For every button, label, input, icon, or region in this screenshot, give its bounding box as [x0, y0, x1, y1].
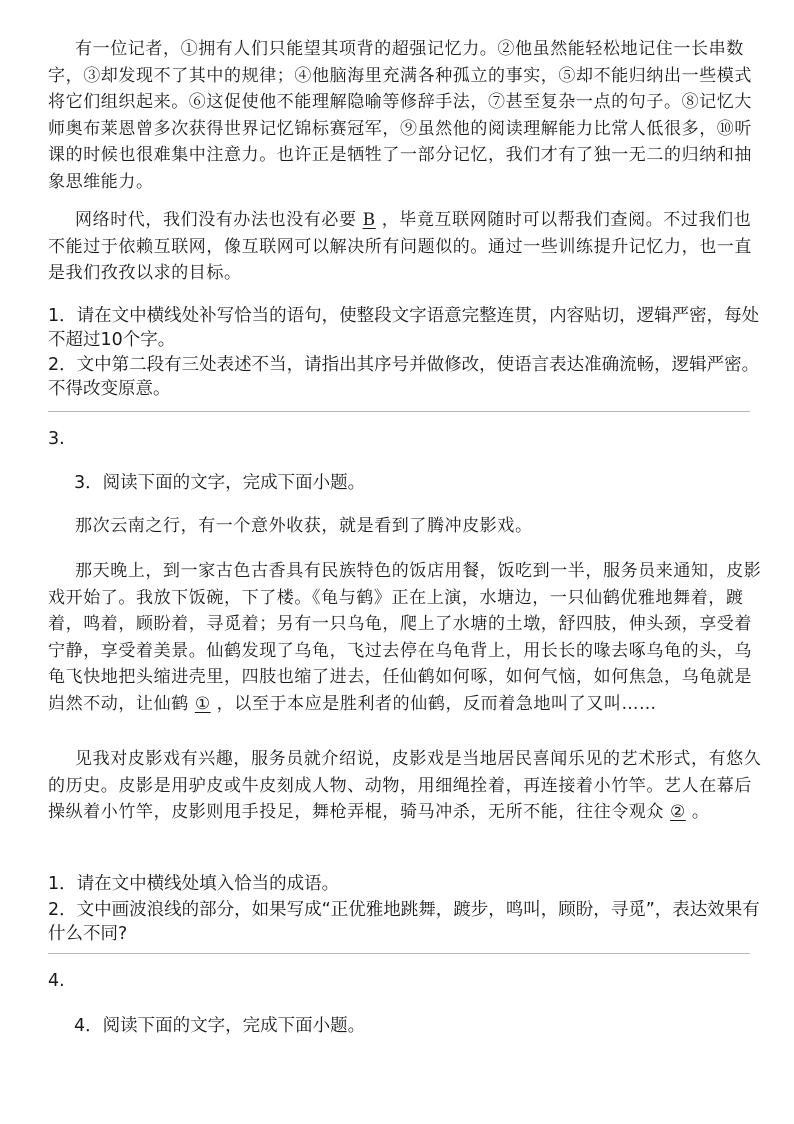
passage-text: ，毕竟互联网随时可以帮我们查阅。不过我们也不能过于依赖互联网，像互联网可以解决所有问题似的。通过一些训练提升记忆力，也一直是我们孜孜以求的目标。 [48, 210, 752, 283]
question-number: 4. [48, 971, 65, 991]
question-number: 3. [48, 429, 65, 449]
blank-answer: B [362, 210, 376, 230]
passage-paragraph [48, 558, 764, 717]
passage-text: ，以至于本应是胜利者的仙鹤，反而着急地叫了又叫…… [216, 693, 657, 714]
question-2: 2．文中画波浪线的部分，如果写成“正优雅地跳舞，踱步，鸣叫，顾盼，寻觅”，表达效果有什么不同? [48, 900, 760, 944]
passage-paragraph [48, 207, 764, 287]
question-1: 1．请在文中横线处补写恰当的语句，使整段文字语意完整连贯，内容贴切，逻辑严密，每处不超过10个字。 [48, 306, 760, 350]
passage-text: 。 [691, 802, 710, 822]
passage-text: 那天晚上，到一家古色古香具有民族特色的饭店用餐，饭吃到一半，服务员来通知，皮影戏开始了。我放下饭碗，下了楼。《龟与鹤》正在上演，水塘边，一只仙鹤优雅地舞着，踱着，鸣着，顾盼着，寻觅着；另有一只乌龟，爬上了水塘的土墩，舒四肢，伸头颈，享受着宁静，享受着美景。仙鹤发现了乌龟，飞过去停在乌龟背上，用长长的喙去啄乌龟的头，乌龟飞快地把头缩进壳里，四肢也缩了进去，任仙鹤如何啄，如何气恼，如何焦急，乌龟就是岿然不动，让仙鹤 [48, 561, 762, 714]
section-divider [48, 953, 750, 954]
section-divider [48, 411, 750, 412]
passage-paragraph [48, 746, 764, 826]
blank-1: ① [194, 693, 211, 714]
passage-paragraph: 那次云南之行，有一个意外收获，就是看到了腾冲皮影戏。 [75, 516, 533, 536]
passage-text: 见我对皮影戏有兴趣，服务员就介绍说，皮影戏是当地居民喜闻乐见的艺术形式，有悠久的历史。皮影是用驴皮或牛皮刻成人物、动物，用细绳拴着，再连接着小竹竿。艺人在幕后操纵着小竹竿，皮影则甩手投足，舞枪弄棍，骑马冲杀，无所不能，往往令观众 [48, 749, 762, 822]
passage-paragraph: 有一位记者，①拥有人们只能望其项背的超强记忆力。②他虽然能轻松地记住一长串数字，③却发现不了其中的规律；④他脑海里充满各种孤立的事实，⑤却不能归纳出一些模式将它们组织起来。⑥这促使他不能理解隐喻等修辞手法，⑦甚至复杂一点的句子。⑧记忆大师奥布莱恩曾多次获得世界记忆锦标赛冠军，⑨虽然他的阅读理解能力比常人低很多，⑩听课的时候也很难集中注意力。也许正是牺牲了一部分记忆，我们才有了独一无二的归纳和抽象思维能力。 [48, 39, 752, 192]
section-header: 4．阅读下面的文字，完成下面小题。 [74, 1016, 366, 1036]
blank-2: ② [670, 802, 686, 822]
question-2: 2．文中第二段有三处表述不当，请指出其序号并做修改，使语言表达准确流畅，逻辑严密。不得改变原意。 [48, 355, 760, 399]
question-1: 1．请在文中横线处填入恰当的成语。 [48, 874, 340, 894]
section-header: 3．阅读下面的文字，完成下面小题。 [74, 473, 366, 493]
passage-text: 网络时代，我们没有办法也没有必要 [75, 210, 357, 230]
